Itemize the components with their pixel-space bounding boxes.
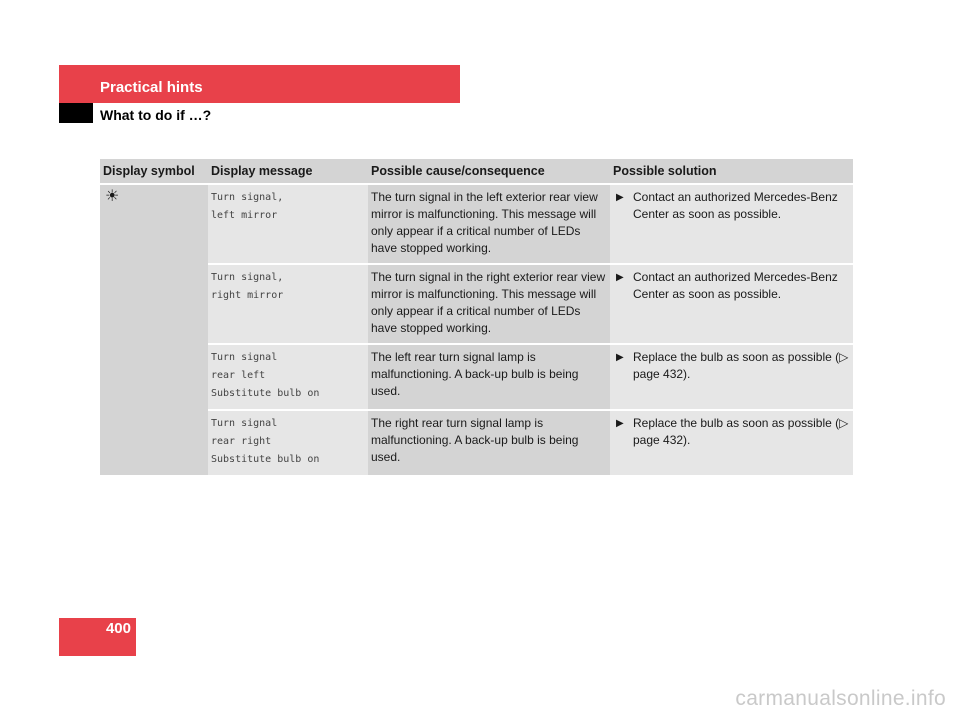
- bullet-arrow-icon: ▶: [616, 272, 624, 283]
- display-message-cell: [208, 410, 368, 476]
- display-message-line: Turn signal: [211, 352, 278, 363]
- possible-cause-cell: The turn signal in the right exterior rear view mirror is malfunctioning. This message will only appear if a critical number of LEDs have stopped working.: [368, 264, 610, 344]
- bullet-arrow-icon: ▶: [616, 352, 624, 363]
- display-messages-table: [100, 159, 853, 477]
- possible-solution-cell: [610, 184, 853, 264]
- column-header-possible-cause: Possible cause/consequence: [368, 159, 610, 184]
- solution-text: Replace the bulb as soon as possible (▷ page 432).: [633, 350, 849, 381]
- display-message-line: Substitute bulb on: [211, 454, 320, 465]
- display-message-line: rear right: [211, 436, 272, 447]
- page-number: 400: [105, 620, 131, 637]
- possible-cause-cell: The left rear turn signal lamp is malfunctioning. A back-up bulb is being used.: [368, 344, 610, 410]
- possible-cause-cell: The turn signal in the left exterior rear view mirror is malfunctioning. This message will only appear if a critical number of LEDs have stopped working.: [368, 184, 610, 264]
- bullet-arrow-icon: ▶: [616, 418, 624, 429]
- display-symbol-cell: [100, 184, 208, 476]
- table-row: [100, 344, 853, 410]
- table-row: [100, 184, 853, 264]
- display-message-line: Turn signal,: [211, 272, 284, 283]
- possible-solution-cell: [610, 264, 853, 344]
- watermark: carmanualsonline.info: [735, 687, 946, 710]
- table-row: [100, 264, 853, 344]
- table-row: [100, 410, 853, 476]
- column-header-possible-solution: Possible solution: [610, 159, 853, 184]
- possible-cause-cell: The right rear turn signal lamp is malfunctioning. A back-up bulb is being used.: [368, 410, 610, 476]
- possible-solution-cell: [610, 410, 853, 476]
- column-header-display-symbol: Display symbol: [100, 159, 208, 184]
- turn-signal-lamp-icon: ☀: [105, 188, 120, 205]
- subsection-title: What to do if …?: [100, 107, 212, 123]
- solution-text: Contact an authorized Mercedes-Benz Center as soon as possible.: [633, 270, 838, 301]
- column-header-display-message: Display message: [208, 159, 368, 184]
- display-message-line: left mirror: [211, 210, 278, 221]
- display-message-cell: [208, 344, 368, 410]
- display-message-line: rear left: [211, 370, 266, 381]
- possible-solution-cell: [610, 344, 853, 410]
- bullet-arrow-icon: ▶: [616, 192, 624, 203]
- display-message-line: Substitute bulb on: [211, 388, 320, 399]
- section-title: Practical hints: [100, 79, 203, 96]
- display-message-cell: [208, 184, 368, 264]
- section-marker: [59, 103, 93, 123]
- solution-text: Replace the bulb as soon as possible (▷ page 432).: [633, 416, 849, 447]
- table-header-row: [100, 159, 853, 184]
- display-message-line: right mirror: [211, 290, 284, 301]
- display-message-line: Turn signal: [211, 418, 278, 429]
- solution-text: Contact an authorized Mercedes-Benz Center as soon as possible.: [633, 190, 838, 221]
- display-message-line: Turn signal,: [211, 192, 284, 203]
- display-message-cell: [208, 264, 368, 344]
